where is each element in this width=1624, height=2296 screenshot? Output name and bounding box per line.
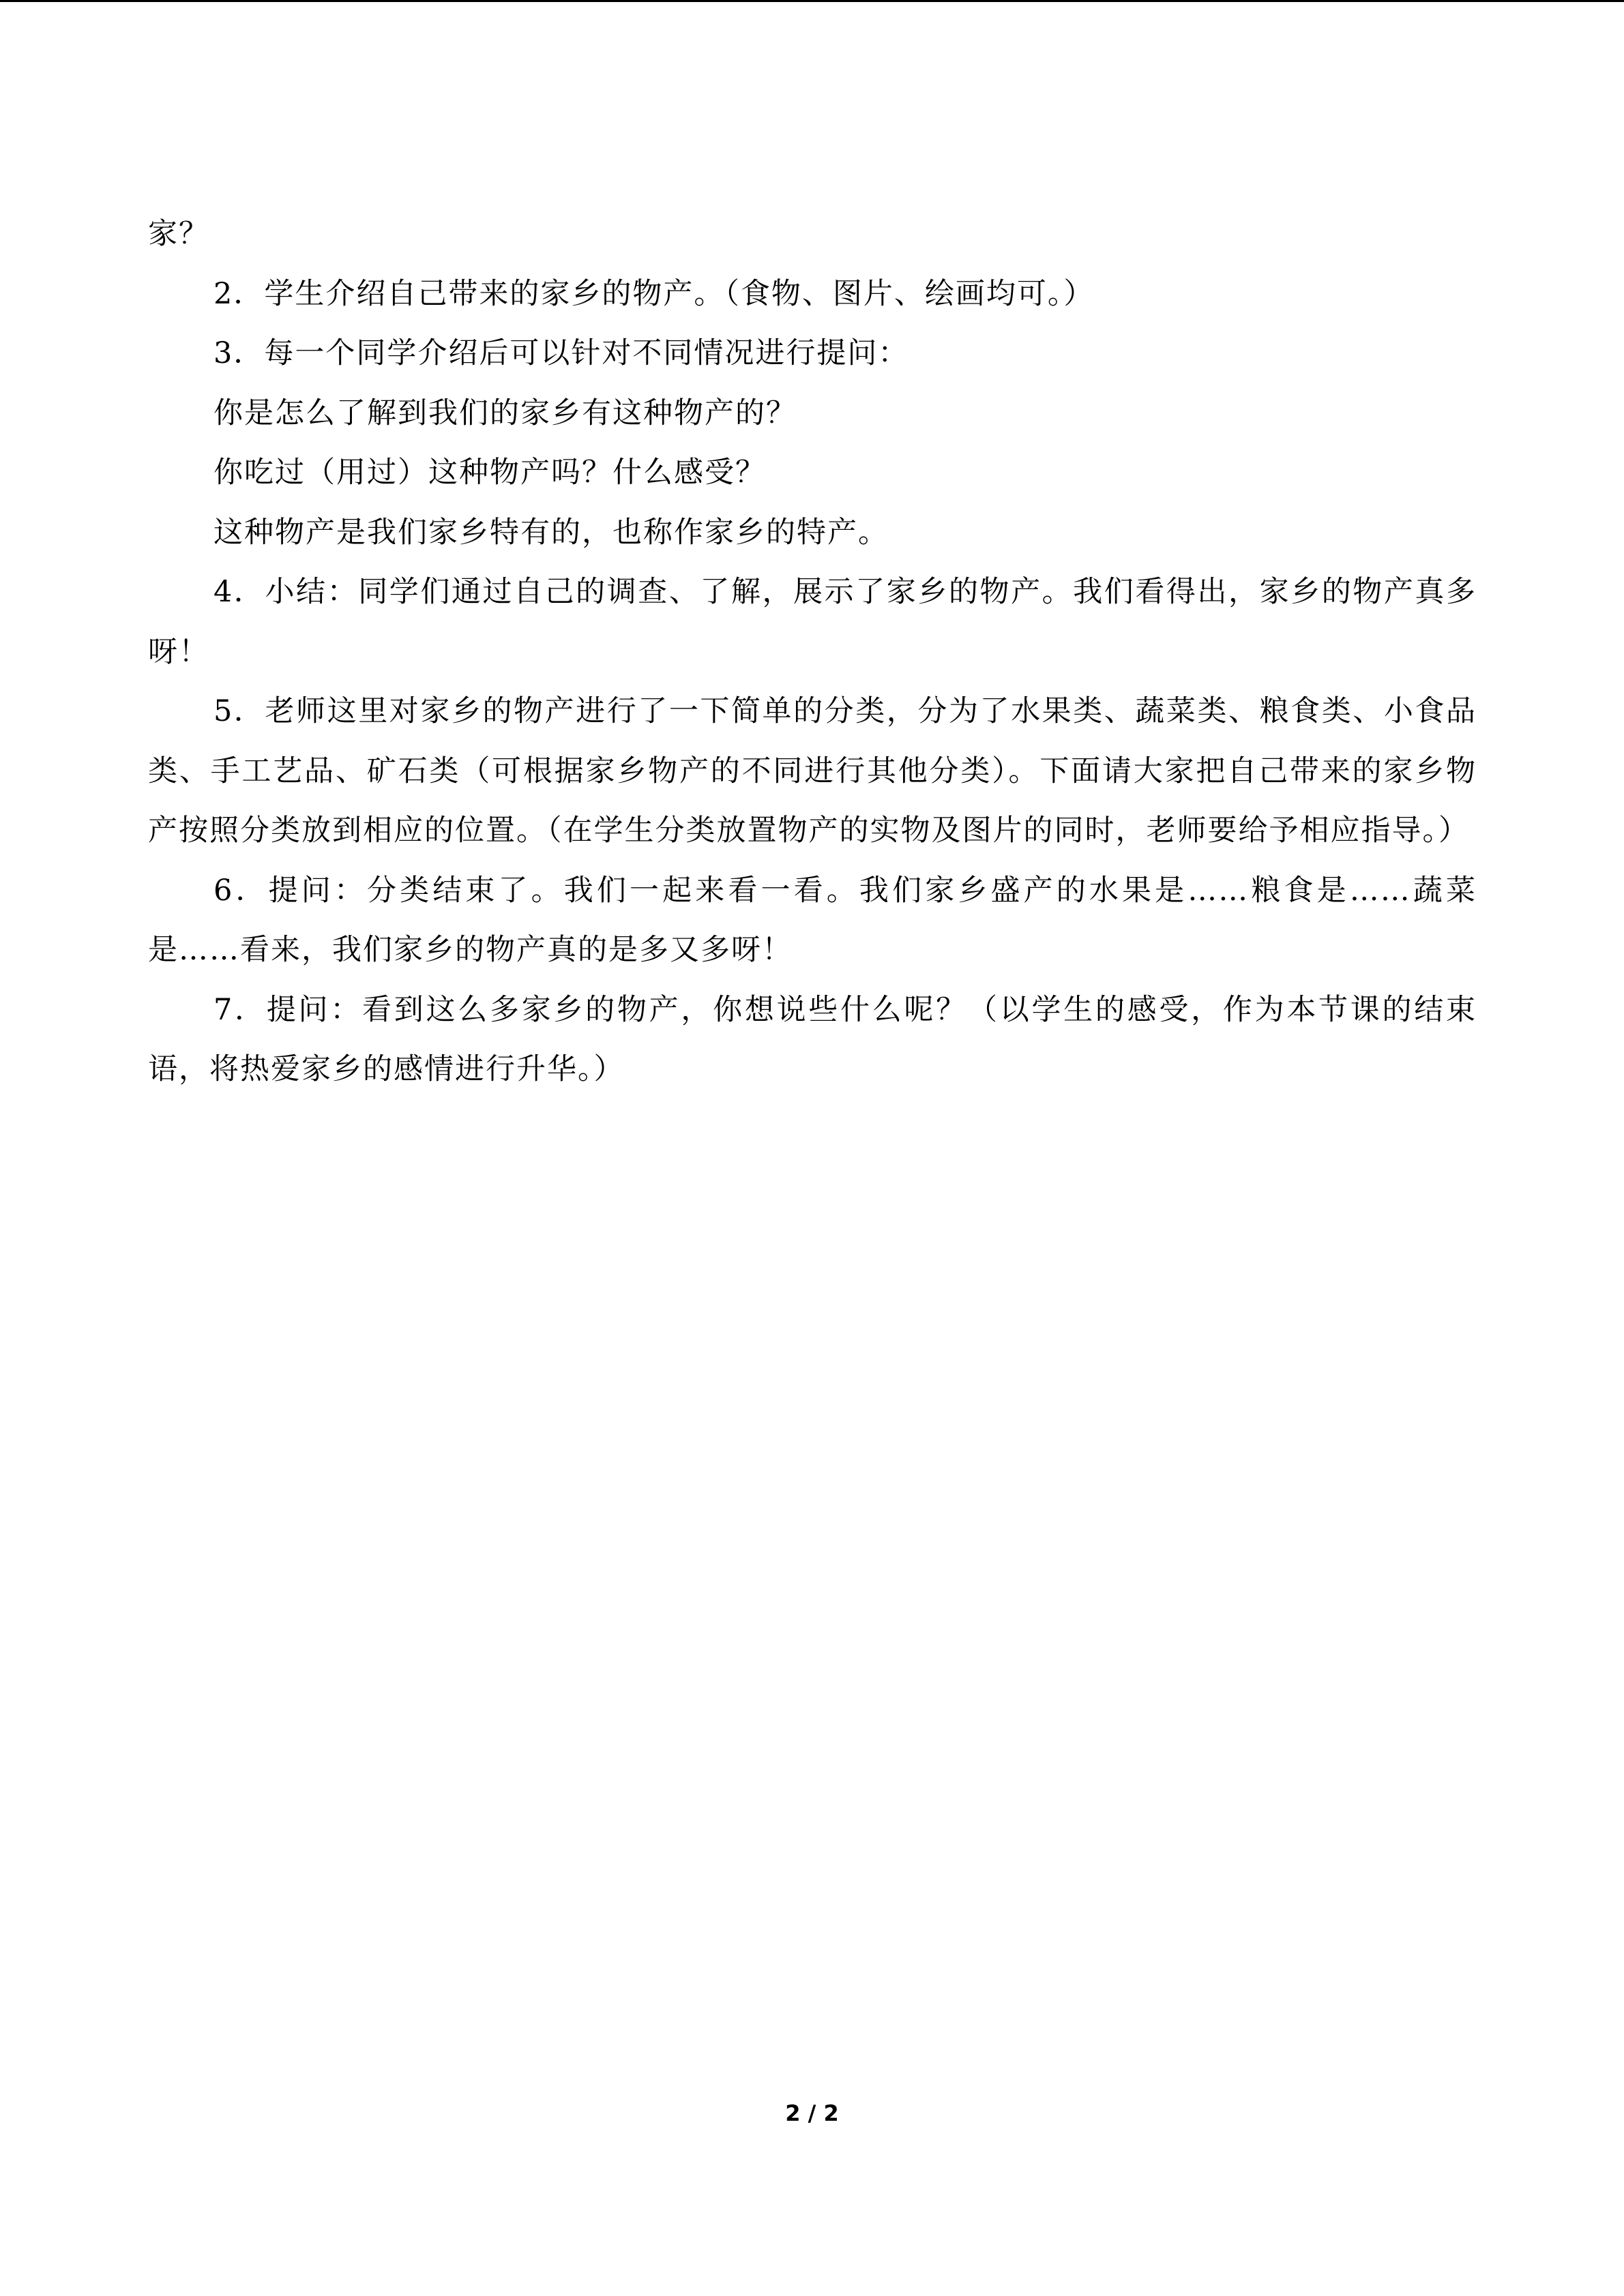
paragraph-question-3: 这种物产是我们家乡特有的，也称作家乡的特产。 [213,515,889,550]
paragraph-step-7: 7．提问：看到这么多家乡的物产，你想说些什么呢？（以学生的感受，作为本节课的结束语，将热爱家乡的感情进行升华。） [148,992,1477,1086]
paragraph-step-4: 4．小结：同学们通过自己的调查、了解，展示了家乡的物产。我们看得出，家乡的物产真多呀！ [148,575,1477,669]
paragraph-step-6: 6．提问：分类结束了。我们一起来看一看。我们家乡盛产的水果是……粮食是……蔬菜是……看来，我们家乡的物产真的是多又多呀！ [148,873,1477,967]
paragraph-question-1: 你是怎么了解到我们的家乡有这种物产的？ [213,396,797,430]
paragraph-step-5: 5．老师这里对家乡的物产进行了一下简单的分类，分为了水果类、蔬菜类、粮食类、小食品类、手工艺品、矿石类（可根据家乡物产的不同进行其他分类）。下面请大家把自己带来的家乡物产按照分类放到相应的位置。（在学生分类放置物产的实物及图片的同时，老师要给予相应指导。） [148,694,1477,848]
paragraph-question-2: 你吃过（用过）这种物产吗？什么感受？ [213,456,766,490]
document-body [148,205,1477,1100]
paragraph-step-3: 3．每一个同学介绍后可以针对不同情况进行提问： [213,336,909,370]
paragraph-continuation: 家？ [148,217,209,251]
page-number: 2 / 2 [785,2100,839,2126]
paragraph-step-2: 2．学生介绍自己带来的家乡的物产。（食物、图片、绘画均可。） [213,276,1095,311]
page-top-border [0,0,1624,2]
